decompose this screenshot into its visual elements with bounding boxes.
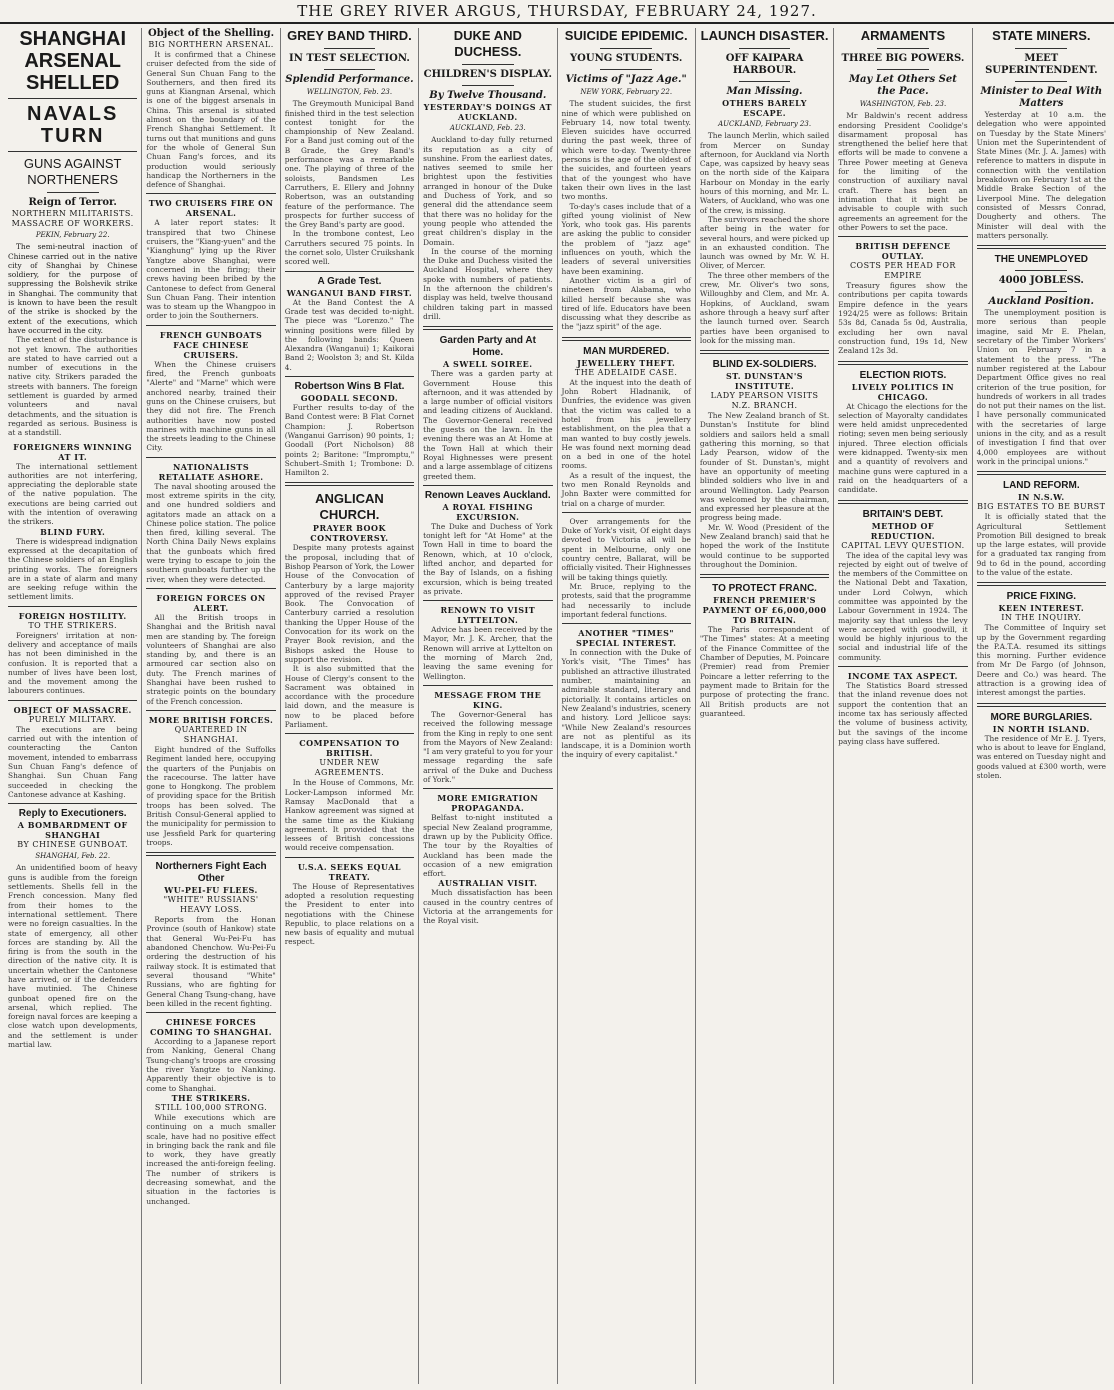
subhead-australian-visit: AUSTRALIAN VISIT. (438, 878, 538, 889)
article-filler: Mr. W. Wood (President of the New Zealand branch) said that he hoped the work of the Institute would continue to be supported throughout the Dominion. (699, 522, 830, 569)
column-6 (696, 28, 834, 1384)
headline-suicide: SUICIDE EPIDEMIC. (564, 28, 688, 43)
subhead-the-strikers: THE STRIKERS. (171, 1092, 251, 1103)
subhead-object-massacre: OBJECT OF MASSACRE. (13, 704, 132, 715)
headline-state-miners: STATE MINERS. (992, 28, 1091, 43)
article-filler: At the inquest into the death of John Robert Hladnanik, of Dunfries, the evidence was given that the victim was called to a hotel from his jewellery establishment, on the plea that a man wanted to buy costly jewels. He was found next morning dead on a bed in one of the hotel rooms. (561, 377, 691, 471)
headline-shanghai-arsenal: SHANGHAI ARSENAL SHELLED (19, 28, 127, 94)
article-filler: Mr. Bruce, replying to the protests, said that the programme had necessarily to include important federal functions. (561, 581, 691, 619)
headline-price-fixing: PRICE FIXING. (1006, 591, 1077, 603)
subhead-foreigners-winning: FOREIGNERS WINNING AT IT. (13, 441, 133, 462)
subhead-northern-militarists: NORTHERN MILITARISTS. (11, 209, 134, 218)
subhead-big-arsenal: BIG NORTHERN ARSENAL. (148, 40, 274, 49)
article-filler: The idea of the capital levy was rejected by eight out of twelve of the members of the Committee on the National Debt and Taxation, under Lord Colwyn, which committee was appointed by the Labour Government in 1924. The majority say that unless the levy were accepted with goodwill, it would be highly injurious to the social and industrial life of the community. (838, 550, 968, 662)
article-filler: It is confirmed that a Chinese cruiser defected from the side of General Sun Chuan Fang to the Southerners, and then fired its guns at Kiangnan Arsenal, which is one of the biggest arsenals in China. This arsenal is situated almost on the boundary of the French Shanghai Settlement. It turns out that munitions and guns for the whole of General Sun Chuan Fang's forces, and its production would seriously handicap the Northerners in the defence of Shanghai. (146, 50, 276, 190)
headline-grey-band: GREY BAND THIRD. (287, 28, 412, 43)
subhead-new-agreements: UNDER NEW AGREEMENTS. (314, 758, 385, 778)
subhead-yesterdays-doings: YESTERDAY'S DOINGS AT AUCKLAND. (423, 102, 552, 122)
subhead-usa-treaty: U.S.A. SEEKS EQUAL TREATY. (297, 861, 402, 882)
article-filler: Treasury figures show the contributions per capita towards Empire defence in the years 1924/25 were as follows: Britain 53s 8d, Canada 5s 0d, Australia, excluding her own naval construction fund, 19s 1d, New Zealand 12s 3d. (838, 281, 968, 356)
subhead-costs-per-head: COSTS PER HEAD FOR EMPIRE (849, 261, 956, 281)
dateline: PEKIN, February 22. (35, 231, 110, 239)
article-filler: Over arrangements for the Duke of York's visit, Of eight days devoted to Victoria all will be spent in Melbourne, only one country centre, Ballarat, will be officially visited. Their Highnesses will be taking things quietly. (561, 516, 691, 582)
article-filler: The international settlement authorities are not interfering, appreciating the deplorable state of the native population. The executions are being carried out with the intention of overawing the strikers. (8, 461, 138, 527)
article-filler: The student suicides, the first nine of which were published on February 14, now total twenty. Eleven suicides have occurred during the past week, three of which were to-day. Twenty-three persons is the age of the oldest of the suicides, and fourteen years that of the youngest who have taken their own lives in the last two months. (561, 99, 691, 202)
article-filler: Reports from the Honan Province (south of Hankow) state that General Wu-Pei-Fu has abandoned Chenchow. Wu-Pei-Fu ordering the destruction of his railway stock. It is estimated that several thousand "White" Russians, who are fighting for General Chang Tsung-chang, have been killed in the recent fighting. (146, 915, 276, 1008)
article-body: The semi-neutral inaction of Chinese carried out in the native city of Shanghai by Chinese soldiery, for the purpose of suppressing the Bolshevik strike in Shanghai. The community that is known to have been the result of the strike is shocked by the extent of the executions, which have occurred in the city. (8, 242, 138, 335)
article-filler: In connection with the Duke of York's visit, "The Times" has published an attractive illustrated number, maintaining an admirable standard, literary and pictorially. It contains articles on New Zealand's industries, scenery and history. Lord Jellicoe says: "While New Zealand's resources are not as plentiful as its landscape, it is a Dominion worth the inquiry of every capitalist." (561, 648, 691, 760)
headline-man-murdered: MAN MURDERED. (583, 345, 670, 357)
article-filler: The survivors reached the shore after being in the water for several hours, and were picked up in an exhausted condition. The launch was owned by Mr. W. H. Oliver, of Mercer. (699, 214, 830, 271)
headline-land-reform: LAND REFORM. (1002, 480, 1080, 492)
article-filler: In the course of the morning the Duke and Duchess visited the Auckland Hospital, where they spoke with numbers of patients. In the afternoon the children's display was held, twelve thousand children taking part in massed drill. (423, 246, 553, 321)
subhead-purely-military: PURELY MILITARY. (28, 714, 117, 724)
article-filler: When the Chinese cruisers fired, the French gunboats "Alerte" and "Marne" which were anchored nearby, trained their guns on the Chinese cruisers, but they did not fire. The French authorities have now posted marines with machine guns in all the streets leading to the Chinese City. (146, 359, 276, 453)
article-filler: Belfast to-night instituted a special New Zealand programme, drawn up by the Publicity Office. The tour by the Royalties of Auckland has been made the occasion of a new emigration effort. (423, 813, 553, 879)
dateline: WELLINGTON, Feb. 23. (306, 88, 393, 96)
subhead-nationalists-retaliate: NATIONALISTS RETALIATE ASHORE. (158, 461, 264, 482)
article-filler: The Duke and Duchess of York tonight left for "At Home" at the Town Hall in time to board the Renown, which, at 10 o'clock, lifted anchor, and departed for the Bay of Islands, on a fishing excursion, which is being treated as private. (423, 521, 553, 596)
subhead-set-the-pace: May Let Others Set the Pace. (848, 74, 957, 97)
article-filler: All the British troops in Shanghai and the British naval men are standing by. The foreign volunteers of Shanghai are also standing by, and there is an armoured car section also on duty. The French marines of Shanghai have been rushed to strategic points on the boundary of the French concession. (146, 612, 276, 706)
subhead-french-payment: FRENCH PREMIER'S PAYMENT OF £6,000,000 TO BRITAIN. (702, 595, 827, 626)
subhead-meet-superintendent: MEET SUPERINTENDENT. (985, 53, 1098, 76)
headline-object-shelling: Object of the Shelling. (148, 28, 275, 39)
subhead-4000-jobless: 4000 JOBLESS. (998, 275, 1084, 287)
article-filler: The naval shooting aroused the most extreme spirits in the city, and one hundred soldiers and agitators made an attack on a Chinese police station. The police then fired, killing several. The North China Daily News explains that the gunboats which fired were trying to escape to join the southern gunboats further up the river, when they were detected. (146, 481, 276, 584)
column-7 (834, 28, 972, 1384)
article-filler: There is widespread indignation expressed at the decapitation of the Chinese soldiers of an English printing works. The foreigners are in a state of alarm and many are seeking refuge within the settlement limits. (8, 536, 138, 602)
subhead-white-russians: "WHITE" RUSSIANS' HEAVY LOSS. (163, 895, 259, 915)
article-filler: Yesterday at 10 a.m. the delegation who were appointed on Tuesday by the State Miners' Union met the Superintendent of State Mines (Mr. J. A. James) with reference to matters in dispute in connection with the ventilation breakdown on February 1st at the Middle Brake Section of the Liverpool Mine. The delegation consisted of Messrs Conrad, Dougherty and others. The Minister will deal with the matters personally. (976, 110, 1106, 240)
subhead-chicago: LIVELY POLITICS IN CHICAGO. (851, 381, 955, 402)
subhead-splendid: Splendid Performance. (285, 74, 414, 85)
article-filler: While executions which are continuing on a much smaller scale, have had no positive effect in bringing back the rank and file to work, they have greatly increased the anti-foreign feeling. The number of strikers is decreasing somewhat, and the situation in the factories is unchanged. (146, 1112, 276, 1206)
article-filler: The extent of the disturbance is not yet known. The authorities are stated to have carried out a number of executions in the native city. Strikers paraded the streets with banners. The foreign settlement is guarded by armed volunteers and naval detachments, and the situation is regarded as serious. Business is at a standstill. (8, 335, 138, 438)
dateline: AUCKLAND, Feb. 23. (449, 124, 526, 132)
article-filler: Foreigners' irritation at non-delivery and acceptance of mails has not been diminished in the confusion. It is reported that a number of lives have been lost, and the movement among the labourers continues. (8, 630, 138, 696)
subhead-wu-pei-fu: WU-PEI-FU FLEES. (164, 885, 258, 896)
page-columns (4, 28, 1110, 1384)
subhead-fishing: A ROYAL FISHING EXCURSION. (442, 501, 534, 522)
subhead-compensation: COMPENSATION TO BRITISH. (299, 738, 400, 759)
article-filler: The launch Merlin, which sailed from Mercer on Sunday afternoon, for Auckland via North Cape, was capsized by heavy seas on the north side of the Kaipara Harbour on Monday in the early hours of this morning, and Mr. L. Waters, of Auckland, who was one of the crew, is missing. (699, 131, 830, 215)
subhead-auckland-position: Auckland Position. (988, 296, 1094, 308)
article-filler: The executions are being carried out with the intention of counteracting the Canton movement, intended to embarrass Sun Chuan Fang's defence of Shanghai. Sun Chuan Fang succeeded in checking the Cantonese advance at Kashing. (8, 724, 138, 799)
subhead-kaipara: OFF KAIPARA HARBOUR. (725, 53, 804, 76)
article-filler: The Greymouth Municipal Band finished third in the test selection contest tonight for the championship of New Zealand. For a Band just coming out of the B Grade, the Grey Band's performance was a remarkable one. The playing of three of the soloists, Bandsmen Les Carruthers, E. Ellery and Johnny Robertson, was an outstanding feature of the performance. The prospects for further success of the Grey Band's party are good. (284, 99, 415, 230)
article-filler: A later report states: It transpired that two Chinese cruisers, the "Kiang-yuen" and the "Kianghung" lying up the River Yangtze above Shanghai, were concerned in the firing; their crews having been bribed by the Cantonese to defect from General Sun Chuan Fang. Their intention was to steam up the Whangpoo in order to join the Southerners. (146, 218, 276, 321)
subhead-keen-interest: KEEN INTEREST. (998, 603, 1085, 614)
headline-guns-against: GUNS AGAINST NORTHENERS (23, 156, 122, 187)
subhead-blind-fury: BLIND FURY. (40, 526, 106, 537)
article-filler: Another victim is a girl of nineteen from Alabama, who killed herself because she was tired of life. Educators have been discussing what they describe as the "jazz spirit" of the age. (561, 275, 691, 332)
article-filler: To-day's cases include that of a gifted young violinist of New York, who took gas. His parents are asking the public to consider the problem of "jazz age" influences on youth, which the leaders of several universities have been examining. (561, 201, 691, 276)
subhead-swell-soiree: A SWELL SOIREE. (443, 359, 533, 370)
headline-reply-executioners: Reply to Executioners. (18, 808, 127, 820)
article-filler: According to a Japanese report from Nanking, General Chang Tsung-chang's troops are crossing the river Yangtze to Nanking. Apparently their objective is to come to Shanghai. (146, 1037, 276, 1093)
subhead-three-powers: THREE BIG POWERS. (841, 53, 965, 64)
headline-britains-debt: BRITAIN'S DEBT. (862, 508, 944, 520)
subhead-inquiry: IN THE INQUIRY. (1001, 613, 1082, 623)
subhead-prayer-book: PRAYER BOOK CONTROVERSY. (310, 523, 389, 544)
subhead-man-missing: Man Missing. (726, 86, 803, 97)
dateline: AUCKLAND, February 23. (718, 120, 812, 128)
article-filler: It is also submitted that the House of Clergy's consent to the Sacrament was obtained in accordance with the procedure laid down, and the measure is now to be placed before Parliament. (284, 664, 415, 730)
subhead-st-dunstans: ST. DUNSTAN'S INSTITUTE. (726, 371, 804, 392)
subhead-foreign-forces-alert: FOREIGN FORCES ON ALERT. (156, 592, 266, 613)
dateline: SHANGHAI, Feb. 22. (35, 852, 111, 861)
headline-blind-soldiers: BLIND EX-SOLDIERS. (712, 359, 817, 371)
headline-launch-disaster: LAUNCH DISASTER. (700, 28, 829, 43)
article-filler: Mr Baldwin's recent address endorsing President Coolidge's disarmament proposal has strengthened the belief here that efforts will be made to convene a Three Power meeting at Geneva for the limiting of the construction of auxiliary naval craft. There has been an intimation that it might be advisable to couple with such agreements an agreement for the other Powers to set the pace. (838, 111, 968, 232)
subhead-test-selection: IN TEST SELECTION. (289, 53, 410, 64)
article-filler: Auckland to-day fully returned its reputation as a city of sunshine. From the earliest dates, natives seemed to smile her brightest upon the festivities arranged in honour of the Duke and Duchess of York, and so general did the attendance seem that there was no holiday for the young people who attended the great children's display in the Domain. (423, 135, 553, 247)
subhead-french-gunboats: FRENCH GUNBOATS FACE CHINESE CRUISERS. (159, 329, 263, 360)
subhead-times-interest: ANOTHER "TIMES" SPECIAL INTEREST. (575, 628, 677, 649)
newspaper-masthead: THE GREY RIVER ARGUS, THURSDAY, FEBRUARY 24, 1927. (0, 0, 1114, 24)
headline-northerners-fight: Northerners Fight Each Other (155, 861, 267, 885)
article-filler: The Paris correspondent of "The Times" states: At a meeting of the Finance Committee of the Chamber of Deputies, M. Poincare (Premier) read from Premier Poincare a letter referring to the payment made to Britain for the purpose of protecting the franc. All British products are not guaranteed. (699, 625, 830, 718)
subhead-twelve-thousand: By Twelve Thousand. (429, 90, 547, 101)
article-filler: Advice has been received by the Mayor, Mr. J. K. Archer, that the Renown will arrive at Lyttelton on the morning of March 2nd, leaving the same evening for Wellington. (423, 625, 553, 681)
headline-garden-party: Garden Party and At Home. (439, 335, 536, 359)
article-filler: The New Zealand branch of St. Dunstan's Institute for blind soldiers and sailors held a small gathering this morning, so that Lady Pearson, widow of the founder of St. Dunstan's, might have an opportunity of meeting blinded soldiers who live in and around Wellington. Lady Pearson was welcomed by the chairman, and expressed her pleasure at the progress being made. (699, 411, 830, 523)
article-filler: The Statistics Board stressed that the inland revenue does not support the contention that an income tax has seriously affected the volume of business activity, but the savings of the income paying class have suffered. (838, 681, 968, 746)
subhead-jewellery: JEWELLERY THEFT. (577, 357, 676, 368)
subhead-two-cruisers: TWO CRUISERS FIRE ON ARSENAL. (148, 198, 274, 219)
headline-duke-duchess: DUKE AND DUCHESS. (453, 28, 522, 59)
subhead-lady-pearson: LADY PEARSON VISITS N.Z. BRANCH. (710, 391, 819, 411)
subhead-income-tax: INCOME TAX ASPECT. (847, 671, 958, 682)
article-filler: It is officially stated that the Agricultural Settlement Promotion Bill designed to break up the large estates, will provide for a graduated tax ranging from 9d to 6d in the pound, according to the value of the estate. (976, 512, 1106, 577)
subhead-more-british: MORE BRITISH FORCES. (148, 714, 274, 725)
subhead-goodall: GOODALL SECOND. (300, 393, 399, 404)
column-4 (419, 28, 557, 1384)
subhead-chinese-forces-coming: CHINESE FORCES COMING TO SHANGHAI. (150, 1017, 273, 1038)
subhead-to-strikers: TO THE STRIKERS. (28, 620, 118, 630)
article-filler: As a result of the inquest, the two men Ronald Reynolds and John Baxter were committed for trial on a charge of murder. (561, 470, 691, 508)
subhead-minister-deal: Minister to Deal With Matters (980, 86, 1103, 109)
headline-grade-test: A Grade Test. (317, 275, 382, 287)
subhead-big-estates: BIG ESTATES TO BE BURST (977, 502, 1106, 512)
headline-anglican: ANGLICAN CHURCH. (315, 491, 384, 523)
article-filler: An unidentified boom of heavy guns is audible from the foreign settlements. Shells fell in the French concession. Many fled from their homes to the international settlement. There were no foreign casualties. In the state of emergency, all other forces are standing by. All the firing is from the south in the direction of the native city. It is uncertain whether the Cantonese have arrived, or if the defenders have mutinied. The Chinese gunboat opened fire on the arsenal, which replied. The foreign naval forces are keeping a close watch upon developments, and the settlement is under martial law. (8, 863, 138, 1050)
dateline: WASHINGTON, Feb. 23. (859, 100, 947, 108)
article-filler: The three other members of the crew, Mr. Oliver's two sons, Willoughby and Clem, and Mr. A. Hopkins, of Auckland, swam ashore through a heavy surf after the launch turned over. Search parties have been organised to look for the missing man. (699, 270, 830, 345)
subhead-wanganui-first: WANGANUI BAND FIRST. (286, 287, 413, 298)
article-filler: Eight hundred of the Suffolks Regiment landed here, occupying the quarters of the Punjabis on the racecourse. The latter have gone to Hongkong. The problem of providing space for the British troops has been solved. The British Consul-General applied to the municipality for permission to use Jessfield Park for quartering troops. (146, 744, 276, 847)
article-filler: Further results to-day of the Band Contest were: B Flat Cornet Champion: J. Robertson (Wanganui Garrison) 90 points, 1; Goodall (Port Nicholson) 88 points 2; Baritone: "Impromptu," Schubert–Smith 1; Trombone: D. Hamilton 2. (284, 403, 415, 478)
column-3 (281, 28, 419, 1384)
subhead-jazz-age: Victims of "Jazz Age." (565, 74, 687, 85)
article-filler: At Chicago the elections for the selection of Mayoralty candidates were held amidst unprecedented rioting; seven men being seriously injured. Three election officials were kidnapped. Twenty-six men and a quantity of revolvers and machine guns were captured in a raid on the headquarters of a candidate. (838, 401, 968, 495)
subhead-others-escape: OTHERS BARELY ESCAPE. (722, 98, 807, 118)
column-8 (973, 28, 1110, 1384)
subhead-young-students: YOUNG STUDENTS. (570, 53, 683, 64)
headline-robertson: Robertson Wins B Flat. (294, 381, 405, 393)
article-filler: There was a garden party at Government House this afternoon, and it was attended by a large number of official visitors and leading citizens of Auckland. The Governor-General received the guests on the lawn. In the evening there was an At Home at the Town Hall at which their Royal Highnesses were present and a large assemblage of citizens greeted them. (423, 369, 553, 481)
subhead-by-gunboat: BY CHINESE GUNBOAT. (17, 840, 129, 850)
article-filler: The residence of Mr E. J. Tyers, who is about to leave for England, was entered on Tuesday night and goods valued at £300 worth, were stolen. (976, 733, 1106, 780)
dateline: NEW YORK, February 22. (580, 88, 673, 96)
article-filler: In the House of Commons, Mr. Locker-Lampson informed Mr. Ramsay MacDonald that a Hankow agreement was signed at the same time as the Kiukiang agreement. It provided that the lessees of British concessions would receive compensation. (284, 778, 415, 853)
subhead-massacre: MASSACRE OF WORKERS. (11, 219, 134, 228)
subhead-nsw: IN N.S.W. (1017, 492, 1065, 503)
article-filler: At the Band Contest the A Grade test was decided to-night. The piece was "Lorenzo." The winning positions were filled by the following bands: Queen Alexandra (Wanganui) 1; Kaikorai Band 2; Woolston 3; and St. Kilda 4. (284, 297, 415, 372)
subhead-foreign-hostility: FOREIGN HOSTILITY. (18, 610, 127, 621)
subhead-still-strong: STILL 100,000 STRONG. (154, 1102, 268, 1112)
subhead-quartered: QUARTERED IN SHANGHAI. (174, 724, 248, 744)
subhead-reign-of-terror: Reign of Terror. (28, 197, 117, 208)
subhead-north-island: IN NORTH ISLAND. (992, 723, 1090, 734)
subhead-bombardment: A BOMBARDMENT OF SHANGHAI (17, 820, 128, 841)
article-filler: The unemployment position is more serious than people imagine, said Mr E. Phelan, secretary of the Timber Workers' Union on February 7 in a statement to the press. "The number registered at the Labour Department Office gives no real criterion of the true position, for hundreds of workers in all trades do not put their names on the list. I have personally communicated with the secretaries of large unions in the city, and as a result of investigation I find that over 4,000 employees are without work in the principal unions." (976, 308, 1106, 466)
headline-protect-franc: TO PROTECT FRANC. (712, 583, 817, 595)
article-filler: Despite many protests against the proposal, including that of Bishop Pearson of York, the Lower House of the Convocation of Canterbury by a large majority approved of the revised Prayer Book. The Convocation of Canterbury carried a resolution thanking the Upper House of the Convocation for its work on the Prayer Book revision, and the Bishops asked the House to support the revision. (284, 543, 415, 664)
headline-burglaries: MORE BURGLARIES. (990, 711, 1093, 723)
subhead-lyttelton: RENOWN TO VISIT LYTTELTON. (440, 605, 536, 626)
column-1 (4, 28, 142, 1384)
subhead-adelaide: THE ADELAIDE CASE. (574, 367, 678, 377)
subhead-defence-outlay: BRITISH DEFENCE OUTLAY. (855, 241, 951, 262)
subhead-childrens-display: CHILDREN'S DISPLAY. (423, 69, 552, 80)
article-filler: The Committee of Inquiry set up by the Government regarding the P.A.T.A. resumed its sittings this morning. Further evidence from Mr De Fargo (of Johnson, Deere and Co.) was heard. The attraction is a growing idea of interest amongst the parties. (976, 623, 1106, 698)
headline-election-riots: ELECTION RIOTS. (859, 369, 947, 381)
subhead-message-king: MESSAGE FROM THE KING. (434, 689, 542, 710)
column-2 (142, 28, 280, 1384)
column-5 (558, 28, 696, 1384)
headline-renown: Renown Leaves Auckland. (424, 489, 551, 501)
headline-armaments: ARMAMENTS (860, 28, 946, 43)
subhead-capital-levy: CAPITAL LEVY QUESTION. (841, 540, 965, 550)
subhead-method: METHOD OF REDUCTION. (870, 520, 936, 541)
subhead-emigration: MORE EMIGRATION PROPAGANDA. (437, 793, 539, 814)
headline-unemployed: THE UNEMPLOYED (994, 254, 1088, 266)
article-filler: The House of Representatives adopted a resolution requesting the President to enter into negotiations with the Chinese Republic, to place relations on a new basis of equality and mutual respect. (284, 881, 415, 947)
article-filler: In the trombone contest, Leo Carruthers secured 75 points. In the cornet solo, Ulster Cruikshank scored well. (284, 229, 415, 267)
headline-navals-turn: NAVALS TURN (27, 103, 119, 147)
article-filler: Much dissatisfaction has been caused in the country centres of Victoria at the arrangements for the Royal visit. (423, 888, 553, 926)
article-filler: The Governor-General has received the following message from the King in reply to one sent from the Mayors of New Zealand: "I am very grateful to you for your message regarding the safe arrival of the Duke and Duchess of York." (423, 709, 553, 785)
